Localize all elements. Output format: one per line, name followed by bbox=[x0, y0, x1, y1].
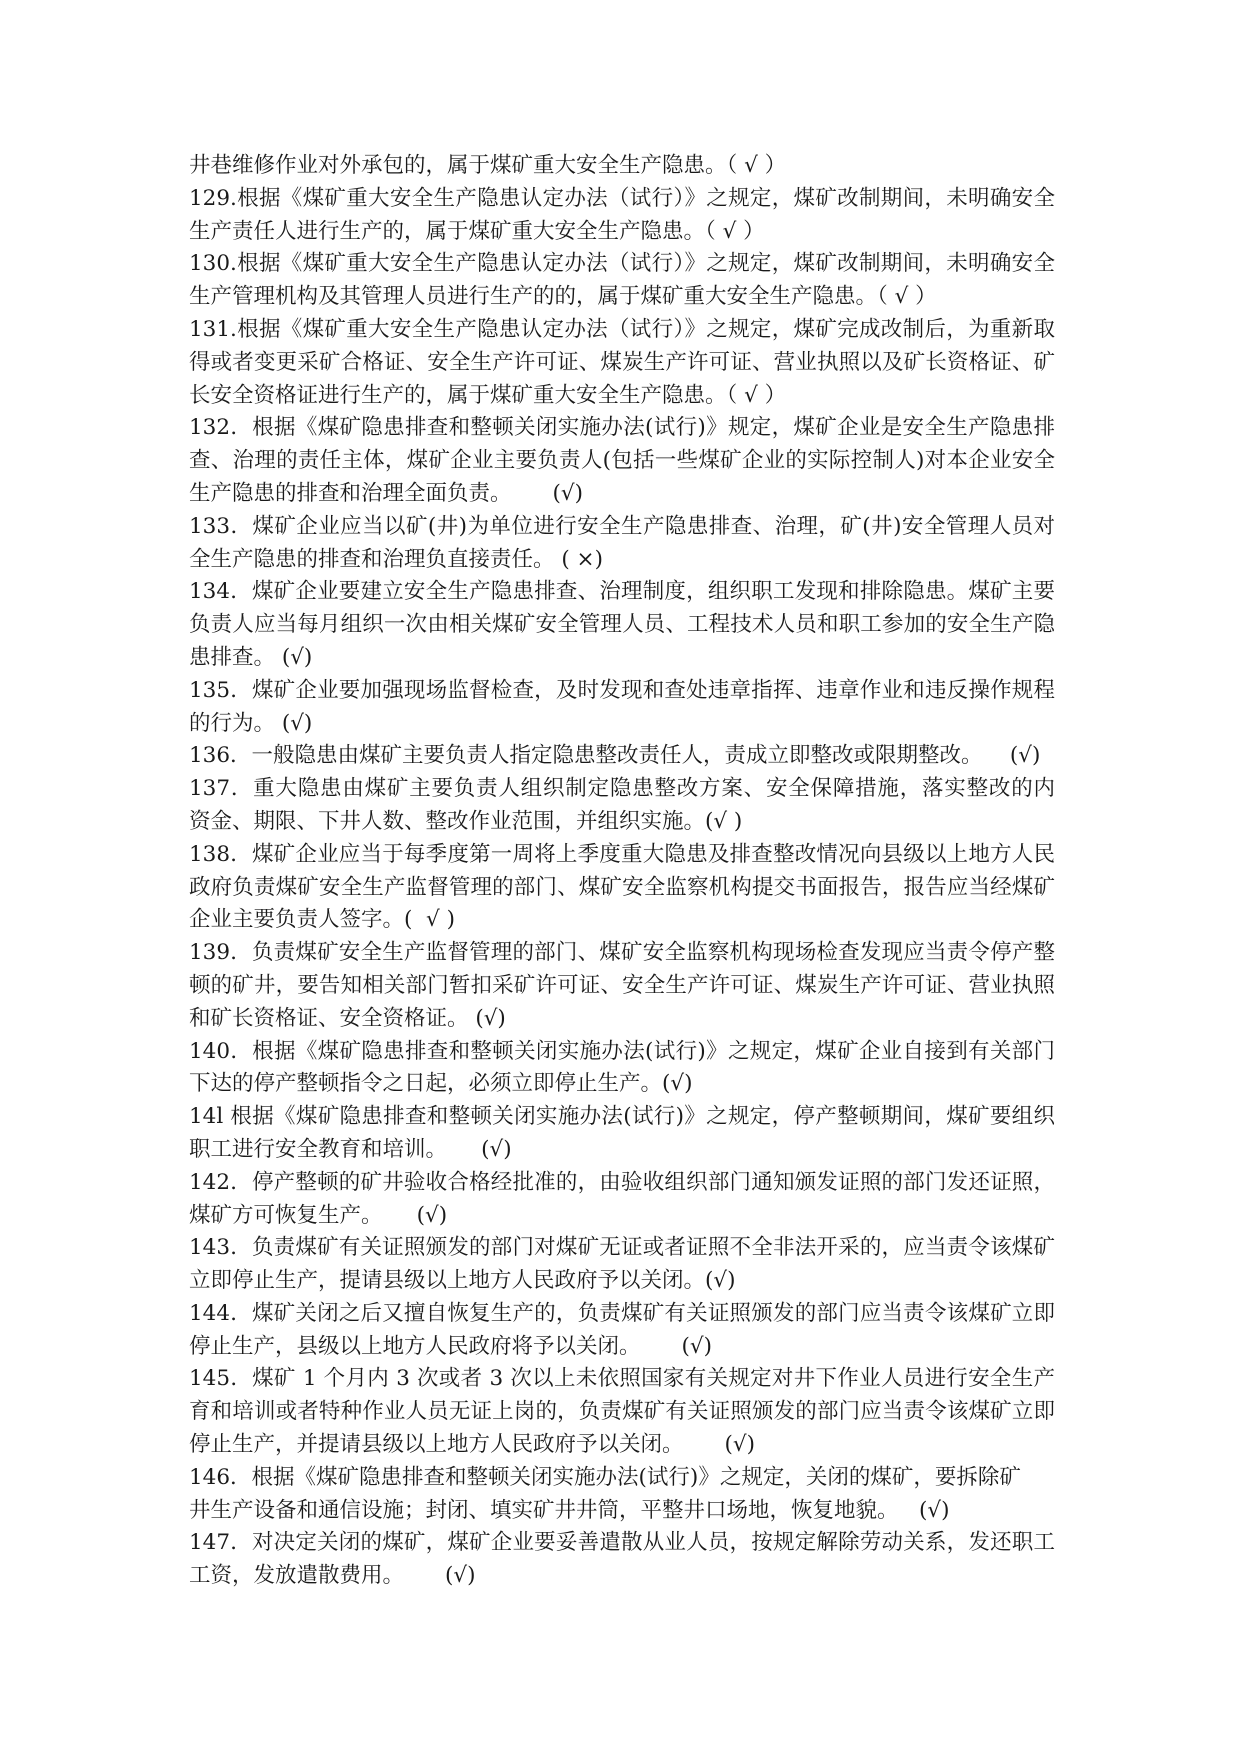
text-line: 139．负责煤矿安全生产监督管理的部门、煤矿安全监察机构现场检查发现应当责令停产整 bbox=[189, 940, 1055, 966]
text-line: 生产责任人进行生产的，属于煤矿重大安全生产隐患。（ √ ） bbox=[189, 218, 765, 244]
text-line: 147．对决定关闭的煤矿，煤矿企业要妥善遣散从业人员，按规定解除劳动关系，发还职工 bbox=[189, 1530, 1055, 1556]
text-line: 井巷维修作业对外承包的，属于煤矿重大安全生产隐患。（ √ ） bbox=[189, 153, 787, 178]
text-line: 14l 根据《煤矿隐患排查和整顿关闭实施办法(试行)》之规定，停产整顿期间，煤矿要组织 bbox=[189, 1104, 1055, 1130]
text-line: 企业主要负责人签字。( √ ) bbox=[189, 907, 455, 933]
text-line: 生产管理机构及其管理人员进行生产的的，属于煤矿重大安全生产隐患。（ √ ） bbox=[189, 284, 937, 310]
text-line: 133．煤矿企业应当以矿(井)为单位进行安全生产隐患排查、治理，矿(井)安全管理人员对 bbox=[189, 513, 1055, 539]
text-line: 井生产设备和通信设施；封闭、填实矿井井筒，平整井口场地，恢复地貌。 (√) bbox=[189, 1497, 950, 1523]
text-body bbox=[189, 150, 1055, 1593]
text-line: 146．根据《煤矿隐患排查和整顿关闭实施办法(试行)》之规定，关闭的煤矿，要拆除矿 bbox=[189, 1464, 1021, 1490]
text-line: 143．负责煤矿有关证照颁发的部门对煤矿无证或者证照不全非法开采的，应当责令该煤矿 bbox=[189, 1235, 1055, 1261]
text-line: 查、治理的责任主体，煤矿企业主要负责人(包括一些煤矿企业的实际控制人)对本企业安全 bbox=[189, 448, 1055, 474]
text-line: 停止生产，并提请县级以上地方人民政府予以关闭。 (√) bbox=[189, 1432, 755, 1458]
text-line: 负责人应当每月组织一次由相关煤矿安全管理人员、工程技术人员和职工参加的安全生产隐 bbox=[189, 612, 1055, 638]
text-line: 生产隐患的排查和治理全面负责。 (√) bbox=[189, 480, 583, 506]
text-line: 138．煤矿企业应当于每季度第一周将上季度重大隐患及排查整改情况向县级以上地方人民 bbox=[189, 841, 1055, 867]
text-line: 下达的停产整顿指令之日起，必须立即停止生产。(√) bbox=[189, 1071, 693, 1097]
text-line: 患排查。 (√) bbox=[189, 644, 313, 670]
text-line: 职工进行安全教育和培训。 (√) bbox=[189, 1136, 512, 1162]
text-line: 停止生产，县级以上地方人民政府将予以关闭。 (√) bbox=[189, 1333, 712, 1359]
text-line: 得或者变更采矿合格证、安全生产许可证、煤炭生产许可证、营业执照以及矿长资格证、矿 bbox=[189, 349, 1055, 375]
text-line: 煤矿方可恢复生产。 (√) bbox=[189, 1202, 448, 1228]
text-line: 资金、期限、下井人数、整改作业范围，并组织实施。(√ ) bbox=[189, 808, 743, 834]
text-line: 的行为。 (√) bbox=[189, 710, 313, 736]
text-line: 145．煤矿 1 个月内 3 次或者 3 次以上未依照国家有关规定对井下作业人员进行安全生产 bbox=[189, 1366, 1055, 1392]
text-line: 立即停止生产，提请县级以上地方人民政府予以关闭。(√) bbox=[189, 1268, 736, 1294]
text-line: 政府负责煤矿安全生产监督管理的部门、煤矿安全监察机构提交书面报告，报告应当经煤矿 bbox=[189, 874, 1055, 900]
text-line: 全生产隐患的排查和治理负直接责任。 ( ×) bbox=[189, 546, 603, 572]
text-line: 134．煤矿企业要建立安全生产隐患排查、治理制度，组织职工发现和排除隐患。煤矿主要 bbox=[189, 579, 1055, 605]
text-line: 长安全资格证进行生产的，属于煤矿重大安全生产隐患。（ √ ） bbox=[189, 382, 787, 408]
text-line: 和矿长资格证、安全资格证。 (√) bbox=[189, 1005, 506, 1031]
text-line: 132．根据《煤矿隐患排查和整顿关闭实施办法(试行)》规定，煤矿企业是安全生产隐患排 bbox=[189, 415, 1055, 441]
text-line: 142．停产整顿的矿井验收合格经批准的，由验收组织部门通知颁发证照的部门发还证照， bbox=[189, 1169, 1055, 1195]
text-line: 129.根据《煤矿重大安全生产隐患认定办法（试行）》之规定，煤矿改制期间，未明确安全 bbox=[189, 185, 1055, 211]
text-line: 工资，发放遣散费用。 (√) bbox=[189, 1563, 476, 1589]
text-line: 144．煤矿关闭之后又擅自恢复生产的，负责煤矿有关证照颁发的部门应当责令该煤矿立即 bbox=[189, 1300, 1055, 1326]
text-line: 育和培训或者特种作业人员无证上岗的，负责煤矿有关证照颁发的部门应当责令该煤矿立即 bbox=[189, 1399, 1055, 1425]
text-line: 137．重大隐患由煤矿主要负责人组织制定隐患整改方案、安全保障措施，落实整改的内 bbox=[189, 776, 1055, 802]
text-line: 135．煤矿企业要加强现场监督检查，及时发现和查处违章指挥、违章作业和违反操作规程 bbox=[189, 677, 1055, 703]
text-line: 顿的矿井，要告知相关部门暂扣采矿许可证、安全生产许可证、煤炭生产许可证、营业执照 bbox=[189, 972, 1055, 998]
text-line: 130.根据《煤矿重大安全生产隐患认定办法（试行）》之规定，煤矿改制期间，未明确安全 bbox=[189, 251, 1055, 277]
text-line: 140．根据《煤矿隐患排查和整顿关闭实施办法(试行)》之规定，煤矿企业自接到有关部门 bbox=[189, 1038, 1055, 1064]
text-line: 131.根据《煤矿重大安全生产隐患认定办法（试行）》之规定，煤矿完成改制后，为重新取 bbox=[189, 316, 1055, 342]
text-line: 136．一般隐患由煤矿主要负责人指定隐患整改责任人，责成立即整改或限期整改。 (√) bbox=[189, 743, 1041, 769]
